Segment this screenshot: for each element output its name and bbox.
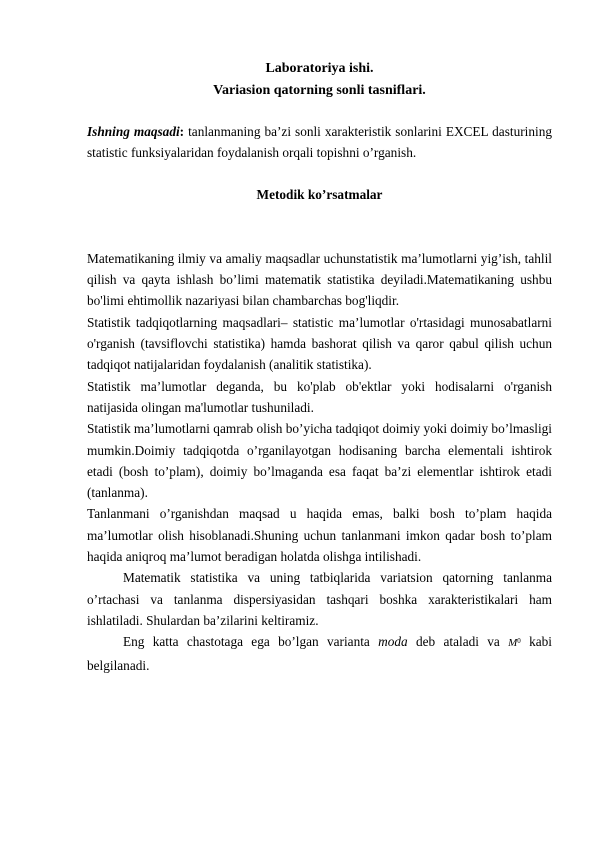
document-page — [87, 0, 552, 676]
paragraph-2: Statistik tadqiqotlarning maqsadlari– statistic ma’lumotlar o'rtasidagi munosabatlarni o'rganish (tavsiflovchi statistika) hamda bashorat qilish va qaror qabul qilish uchun tadqiqot natijalaridan foydalanish (analitik statistika). — [87, 314, 552, 373]
aim-label: Ishning maqsadi — [87, 124, 180, 139]
document-title: Laboratoriya ishi. — [265, 61, 374, 76]
moda-text-after: kabi belgilanadi. — [87, 634, 552, 673]
section-heading: Metodik ko’rsatmalar — [256, 186, 383, 202]
moda-symbol — [508, 634, 521, 649]
paragraph-5: Tanlanmani o’rganishdan maqsad u haqida emas, balki bosh to’plam haqida ma’lumotlar olish hisoblanadi.Shuning uchun tanlanmani imkon qadar bosh to’plam haqida aniqroq ma’lumot beradigan holatda olishga intilishadi. — [87, 506, 552, 565]
aim-colon: : — [179, 124, 185, 139]
aim-paragraph — [87, 121, 552, 164]
indented-paragraph: Matematik statistika va uning tatbiqlarida variatsion qatorning tanlanma o’rtachasi va tanlanma dispersiyasidan tashqari boshka xarakteristikalari ham ishlatiladi. Shulardan ba’zilarini keltiramiz. — [87, 570, 552, 628]
paragraph-3: Statistik ma’lumotlar deganda, bu ko'plab ob'ektlar yoki hodisalarni o'rganish natijasida olingan ma'lumotlar tushuniladi. — [87, 378, 552, 415]
moda-term: moda — [378, 634, 408, 650]
moda-text-middle: deb ataladi va — [407, 634, 509, 650]
moda-symbol-letter: M — [508, 637, 518, 650]
moda-text-before: Eng katta chastotaga ega bo’lgan varianta — [123, 634, 379, 650]
aim-text: tanlanmaning ba’zi sonli xarakteristik sonlarini EXCEL dasturining statistic funksiyalaridan foydalanish orqali topishni o’rganish. — [87, 124, 552, 161]
moda-symbol-subscript: 0 — [517, 637, 521, 646]
paragraph-4: Statistik ma’lumotlarni qamrab olish bo’yicha tadqiqot doimiy yoki doimiy bo’lmasligi mumkin.Doimiy tadqiqotda o’rganilayotgan hodisaning barcha elementali ishtirok etadi (bosh to’plam), doimiy bo’lmaganda esa faqat ba’zi elementlar ishtirok etadi (tanlanma). — [87, 421, 552, 501]
document-subtitle: Variasion qatorning sonli tasniflari. — [213, 83, 426, 98]
moda-paragraph — [87, 631, 552, 676]
paragraph-1: Matematikaning ilmiy va amaliy maqsadlar uchunstatistik ma’lumotlarni yig’ish, tahlil qilish va qayta ishlash bo’limi matematik statistika deyiladi.Matematikaning ushbu bo'limi ehtimollik nazariyasi bilan chambarchas bog'liqdir. — [87, 250, 552, 309]
